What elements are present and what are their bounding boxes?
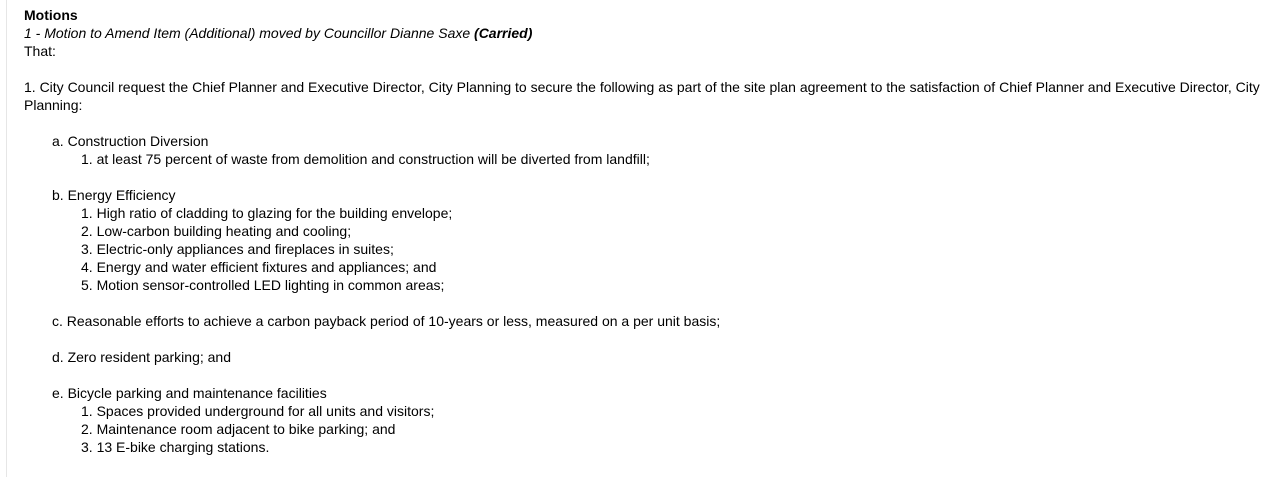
- sub-item: [81, 258, 1274, 276]
- sub-item-list: [52, 402, 1274, 456]
- sub-item-text: at least 75 percent of waste from demolition and construction will be diverted from landfill;: [96, 151, 650, 167]
- sub-item: [81, 420, 1274, 438]
- sub-item-text: High ratio of cladding to glazing for the building envelope;: [96, 205, 453, 221]
- sub-item: [81, 240, 1274, 258]
- requirement-item-d: [52, 348, 1274, 366]
- requirement-item-e: [52, 384, 1274, 456]
- sub-item-marker: 1.: [81, 403, 93, 419]
- sub-item-marker: 1.: [81, 151, 93, 167]
- item-label: Construction Diversion: [67, 133, 209, 149]
- sub-item-text: Motion sensor-controlled LED lighting in common areas;: [96, 277, 445, 293]
- sub-item: [81, 276, 1274, 294]
- item-marker: b.: [52, 187, 64, 203]
- sub-item-marker: 2.: [81, 223, 93, 239]
- sub-item-text: Electric-only appliances and fireplaces in suites;: [96, 241, 394, 257]
- left-border-rule: [6, 0, 7, 477]
- motions-section: [24, 6, 1274, 456]
- motion-that: That:: [24, 43, 56, 59]
- item-label: Reasonable efforts to achieve a carbon payback period of 10-years or less, measured on a per unit basis;: [66, 313, 721, 329]
- sub-item-marker: 3.: [81, 439, 93, 455]
- motion-title: 1 - Motion to Amend Item (Additional) moved by Councillor Dianne Saxe: [24, 25, 471, 41]
- motion-status: (Carried): [474, 25, 533, 41]
- sub-item: [81, 402, 1274, 420]
- item-marker: a.: [52, 133, 64, 149]
- item-marker: c.: [52, 313, 63, 329]
- sub-item: [81, 222, 1274, 240]
- sub-item: [81, 438, 1274, 456]
- item-label: Zero resident parking; and: [67, 349, 232, 365]
- item-marker: d.: [52, 349, 64, 365]
- resolution-text: 1. City Council request the Chief Planner and Executive Director, City Planning to secure the following as part of the site plan agreement to the satisfaction of Chief Planner and Executive Director, City Planning:: [24, 79, 1260, 113]
- sub-item-text: 13 E-bike charging stations.: [96, 439, 270, 455]
- sub-item: [81, 150, 1274, 168]
- item-label: Bicycle parking and maintenance facilities: [67, 385, 327, 401]
- sub-item-marker: 5.: [81, 277, 93, 293]
- sub-item-text: Maintenance room adjacent to bike parking; and: [96, 421, 396, 437]
- sub-item-list: [52, 204, 1274, 294]
- sub-item-marker: 1.: [81, 205, 93, 221]
- sub-item-text: Spaces provided underground for all units and visitors;: [96, 403, 435, 419]
- sub-item-marker: 2.: [81, 421, 93, 437]
- motion-header: [24, 24, 1274, 42]
- sub-item-marker: 3.: [81, 241, 93, 257]
- sub-item-text: Energy and water efficient fixtures and appliances; and: [96, 259, 437, 275]
- requirements-list: [24, 132, 1274, 456]
- item-label: Energy Efficiency: [67, 187, 176, 203]
- requirement-item-b: [52, 186, 1274, 294]
- sub-item: [81, 204, 1274, 222]
- item-marker: e.: [52, 385, 64, 401]
- sub-item-marker: 4.: [81, 259, 93, 275]
- section-heading: Motions: [24, 7, 78, 23]
- sub-item-list: [52, 150, 1274, 168]
- sub-item-text: Low-carbon building heating and cooling;: [96, 223, 352, 239]
- requirement-item-c: [52, 312, 1274, 330]
- requirement-item-a: [52, 132, 1274, 168]
